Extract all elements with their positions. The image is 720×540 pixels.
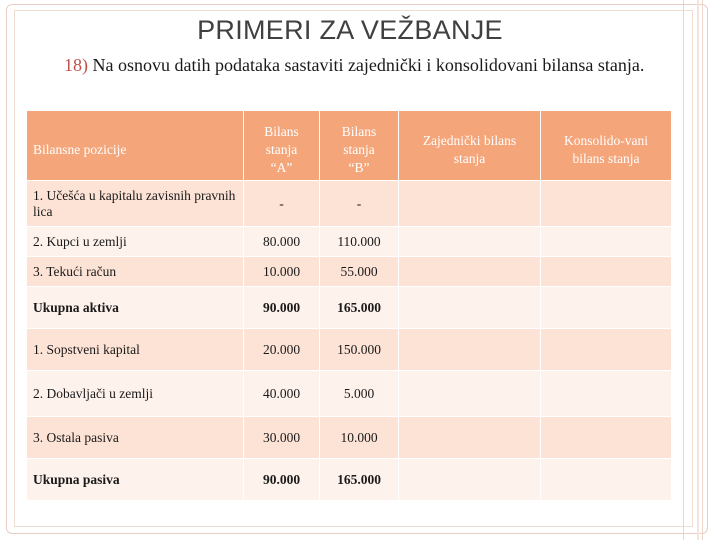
table-row — [27, 371, 672, 417]
slide-side-rule-inner — [697, 0, 699, 540]
value-konsolidovani[interactable] — [541, 257, 672, 287]
header-positions: Bilansne pozicije — [27, 111, 244, 181]
row-label: 2. Kupci u zemlji — [27, 227, 244, 257]
table-row — [27, 257, 672, 287]
header-line: stanja — [265, 141, 298, 157]
row-label: 3. Tekući račun — [27, 257, 244, 287]
header-line: “A” — [270, 159, 293, 175]
value-zajednicki[interactable] — [399, 227, 541, 257]
task-description: Na osnovu datih podataka sastaviti zajednički i konsolidovani bilansa stanja. — [88, 55, 645, 75]
row-label: Ukupna aktiva — [27, 287, 244, 329]
value-konsolidovani[interactable] — [541, 371, 672, 417]
value-b: 165.000 — [320, 287, 399, 329]
table-row — [27, 329, 672, 371]
value-zajednicki[interactable] — [399, 181, 541, 227]
row-label: 2. Dobavljači u zemlji — [27, 371, 244, 417]
value-konsolidovani[interactable] — [541, 227, 672, 257]
value-zajednicki[interactable] — [399, 329, 541, 371]
header-zajednicki — [399, 111, 541, 181]
value-a: 20.000 — [244, 329, 320, 371]
value-zajednicki[interactable] — [399, 417, 541, 459]
value-a: 10.000 — [244, 257, 320, 287]
row-label: 3. Ostala pasiva — [27, 417, 244, 459]
value-b: 110.000 — [320, 227, 399, 257]
value-b: 5.000 — [320, 371, 399, 417]
table-row-total — [27, 459, 672, 501]
value-konsolidovani[interactable] — [541, 181, 672, 227]
row-label: 1. Učešća u kapitalu zavisnih pravnih lica — [27, 181, 244, 227]
header-line: “B” — [348, 159, 370, 175]
value-konsolidovani[interactable] — [541, 329, 672, 371]
value-b: 165.000 — [320, 459, 399, 501]
value-a: 40.000 — [244, 371, 320, 417]
value-b: 10.000 — [320, 417, 399, 459]
header-line: Bilans — [264, 123, 299, 139]
balance-sheet-table — [26, 110, 672, 501]
task-text — [64, 54, 674, 77]
value-zajednicki[interactable] — [399, 287, 541, 329]
value-zajednicki[interactable] — [399, 257, 541, 287]
table-row — [27, 227, 672, 257]
value-b: 150.000 — [320, 329, 399, 371]
slide-side-rule — [683, 0, 703, 540]
slide-title: PRIMERI ZA VEŽBANJE — [197, 15, 503, 45]
value-b: 55.000 — [320, 257, 399, 287]
value-a: 30.000 — [244, 417, 320, 459]
value-konsolidovani[interactable] — [541, 287, 672, 329]
value-zajednicki[interactable] — [399, 459, 541, 501]
value-b: - — [320, 181, 399, 227]
table-row — [27, 181, 672, 227]
header-konsolidovani — [541, 111, 672, 181]
header-line: bilans stanja — [572, 150, 640, 166]
row-label: 1. Sopstveni kapital — [27, 329, 244, 371]
row-label: Ukupna pasiva — [27, 459, 244, 501]
table-row — [27, 417, 672, 459]
header-line: stanja — [453, 150, 486, 166]
value-a: 80.000 — [244, 227, 320, 257]
header-line: Zajednički bilans — [422, 132, 517, 148]
table-header-row — [27, 111, 672, 181]
value-konsolidovani[interactable] — [541, 417, 672, 459]
task-number: 18) — [64, 55, 88, 75]
header-line: Konsolido-vani — [564, 132, 648, 148]
value-a: - — [244, 181, 320, 227]
header-bilans-b — [320, 111, 399, 181]
table-row-total — [27, 287, 672, 329]
header-line: Bilans — [341, 123, 377, 139]
header-bilans-a — [244, 111, 320, 181]
header-line: stanja — [343, 141, 375, 157]
value-zajednicki[interactable] — [399, 371, 541, 417]
value-konsolidovani[interactable] — [541, 459, 672, 501]
value-a: 90.000 — [244, 459, 320, 501]
value-a: 90.000 — [244, 287, 320, 329]
